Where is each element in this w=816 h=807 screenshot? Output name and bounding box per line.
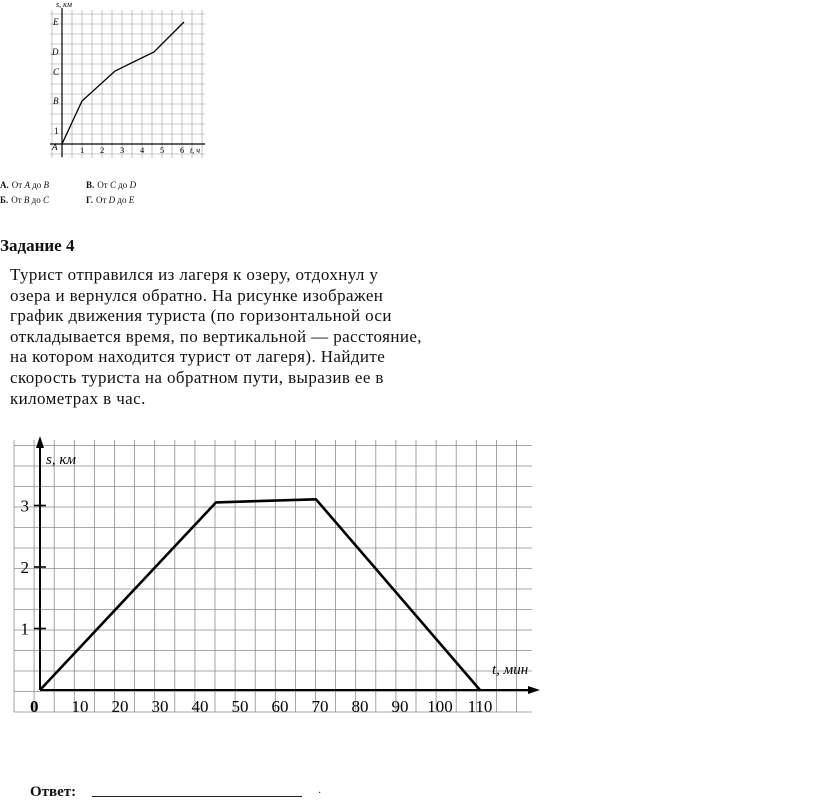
top-graph-y-tick-b: B	[53, 96, 59, 106]
task-line-1: Турист отправился из лагеря к озеру, отдохнул у	[10, 265, 379, 284]
top-graph	[0, 0, 220, 175]
x-tick-label: 50	[231, 697, 249, 716]
y-tick-label: 3	[20, 496, 29, 516]
option-b: Б. От B до C	[0, 195, 49, 205]
top-graph-x-tick-3: 3	[120, 145, 125, 155]
x-tick-label: 100	[427, 697, 453, 716]
x-tick-label: 70	[311, 697, 329, 716]
task-title: Задание 4	[0, 236, 75, 255]
top-graph-line	[62, 22, 184, 144]
task-line-4: откладывается время, по вертикальной — расстояние,	[10, 326, 422, 346]
x-tick-label: 80	[351, 697, 369, 716]
top-graph-y-tick-c: C	[53, 67, 60, 77]
chart-y-axis-label: s, км	[46, 452, 76, 468]
x-tick-label: 20	[111, 697, 129, 716]
chart-grid	[14, 440, 532, 712]
chart-x-axis-label: t, мин	[492, 662, 529, 678]
option-v: В. От C до D	[86, 180, 137, 190]
task-line-7: километрах в час.	[10, 388, 146, 408]
x-tick-label: 110	[467, 697, 493, 716]
top-graph-x-tick-5: 5	[160, 145, 165, 155]
answer-dot: ·	[318, 788, 322, 799]
distance-time-chart	[0, 430, 560, 730]
top-graph-y-tick-e: E	[53, 17, 59, 27]
chart-y-ticks	[21, 497, 47, 639]
chart-y-axis-arrow	[36, 436, 44, 448]
x-tick-label: 30	[151, 697, 169, 716]
answer-options	[0, 178, 220, 208]
task-line-3: график движения туриста (по горизонтальной оси	[10, 306, 392, 326]
task-line-6: скорость туриста на обратном пути, выразив ее в	[10, 367, 384, 387]
options-row-1	[0, 178, 220, 193]
x-tick-label: 10	[71, 697, 89, 716]
y-tick-label: 1	[20, 619, 29, 639]
x-tick-label: 0	[30, 697, 39, 716]
top-graph-x-tick-1: 1	[80, 145, 85, 155]
task-line-5: на котором находится турист от лагеря). Найдите	[10, 347, 386, 367]
task-text	[10, 265, 570, 409]
top-graph-y-tick-d: D	[52, 47, 59, 57]
y-tick-label: 2	[20, 558, 29, 577]
chart-x-ticks	[30, 697, 492, 716]
task-line-2: озера и вернулся обратно. На рисунке изображен	[10, 285, 384, 305]
option-a: А. От A до B	[0, 180, 50, 190]
top-graph-y-axis-label: s, км	[56, 0, 72, 9]
options-row-2	[0, 193, 220, 208]
top-graph-x-tick-6: 6	[180, 145, 185, 155]
top-graph-y-tick-1: 1	[54, 126, 59, 136]
option-g: Г. От D до E	[86, 195, 135, 205]
answer-label: Ответ:	[30, 784, 77, 800]
x-tick-label: 90	[391, 697, 409, 716]
top-graph-x-tick-4: 4	[140, 145, 145, 155]
top-graph-x-tick-2: 2	[100, 145, 105, 155]
chart-series-line	[40, 499, 480, 690]
answer-field[interactable]	[92, 796, 302, 797]
top-graph-origin-label: A	[52, 142, 58, 152]
chart-x-axis-arrow	[528, 686, 540, 694]
x-tick-label: 40	[191, 697, 209, 716]
top-graph-x-axis-label: t, ч	[190, 146, 201, 155]
top-graph-grid	[50, 10, 205, 158]
x-tick-label: 60	[271, 697, 289, 716]
